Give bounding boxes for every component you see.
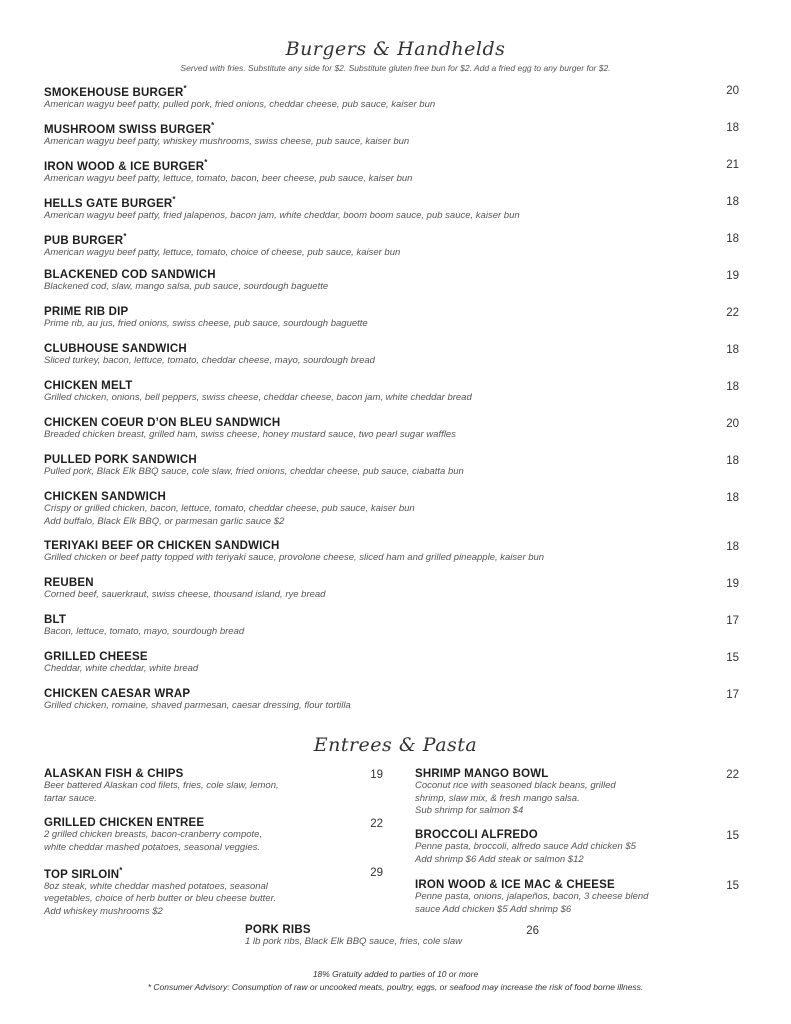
- menu-item-price: 21: [726, 159, 739, 171]
- menu-item-price: 22: [726, 307, 739, 319]
- menu-item-description: Crispy or grilled chicken, bacon, lettuce, tomato, cheddar cheese, pub sauce, kaiser bun: [44, 503, 415, 514]
- menu-item-price: 22: [370, 818, 383, 830]
- menu-item-price: 19: [726, 578, 739, 590]
- consumer-advisory: * Consumer Advisory: Consumption of raw or uncooked meats, poultry, eggs, or seafood may increase the risk of food borne illness.: [147, 982, 644, 992]
- menu-item-price: 18: [726, 492, 739, 504]
- menu-item-name-text: CHICKEN SANDWICH: [44, 491, 167, 503]
- menu-item: [44, 688, 351, 713]
- menu-item: [44, 158, 412, 185]
- menu-item-name-text: REUBEN: [44, 577, 94, 589]
- menu-item-description: white cheddar mashed potatoes, seasonal veggies.: [44, 841, 260, 853]
- menu-item-name: [44, 491, 415, 503]
- menu-item-name-text: CHICKEN MELT: [44, 380, 133, 392]
- menu-item-name-text: BROCCOLI ALFREDO: [415, 829, 538, 841]
- menu-item-price: 20: [726, 85, 739, 97]
- menu-item-price: 18: [726, 381, 739, 393]
- menu-item-name: [44, 84, 435, 99]
- menu-item-description: American wagyu beef patty, lettuce, tomato, choice of cheese, pub sauce, kaiser bun: [44, 246, 401, 258]
- menu-item-name-text: BLACKENED COD SANDWICH: [44, 269, 216, 281]
- menu-item: [44, 768, 279, 805]
- menu-item-description: Add buffalo, Black Elk BBQ, or parmesan garlic sauce $2: [44, 515, 285, 527]
- menu-item-description: vegetables, choice of herb butter or bleu cheese butter.: [44, 893, 277, 905]
- menu-item: [44, 343, 375, 368]
- menu-item: [44, 454, 464, 479]
- menu-item-description: 2 grilled chicken breasts, bacon-cranberry compote,: [44, 829, 263, 840]
- menu-item-name-text: GRILLED CHEESE: [44, 651, 148, 663]
- menu-item-description: shrimp, slaw mix, & fresh mango salsa.: [415, 792, 580, 804]
- menu-item-name: [415, 879, 648, 891]
- menu-item: [415, 768, 616, 818]
- menu-item-description: Add shrimp $6 Add steak or salmon $12: [415, 853, 584, 865]
- menu-item: [44, 232, 400, 259]
- menu-item-description: Penne pasta, onions, jalapeños, bacon, 3 cheese blend: [415, 891, 649, 902]
- menu-item-name-text: IRON WOOD & ICE BURGER: [44, 160, 205, 173]
- menu-item-description: Sliced turkey, bacon, lettuce, tomato, cheddar cheese, mayo, sourdough bread: [44, 355, 375, 366]
- menu-item-name-text: SHRIMP MANGO BOWL: [415, 768, 549, 780]
- menu-item-name-text: BLT: [44, 614, 67, 626]
- menu-item-name-text: IRON WOOD & ICE MAC & CHEESE: [415, 879, 615, 891]
- menu-item-price: 18: [726, 196, 739, 208]
- menu-item-description: 8oz steak, white cheddar mashed potatoes, seasonal: [44, 880, 268, 892]
- menu-item-name: [415, 768, 616, 780]
- menu-item-name: [44, 614, 244, 626]
- menu-item-description: American wagyu beef patty, fried jalapenos, bacon jam, white cheddar, boom boom sauce, pub sauce, kaiser bun: [44, 209, 520, 221]
- menu-item-name-text: MUSHROOM SWISS BURGER: [44, 123, 212, 136]
- menu-item: [44, 866, 276, 918]
- burgers-subtitle: Served with fries. Substitute any side for $2. Substitute gluten free bun for $2. Add a fried egg to any burger for $2.: [180, 63, 611, 73]
- menu-item-price: 18: [726, 344, 739, 356]
- menu-item-description: Grilled chicken, romaine, shaved parmesan, caesar dressing, flour tortilla: [44, 700, 351, 711]
- menu-item: [44, 306, 368, 331]
- menu-item-price: 18: [726, 233, 739, 245]
- menu-item-name: [44, 121, 409, 136]
- menu-item-price: 17: [726, 689, 739, 701]
- menu-item-price: 18: [726, 122, 739, 134]
- menu-item-name-text: CHICKEN CAESAR WRAP: [44, 688, 191, 700]
- menu-item-description: Blackened cod, slaw, mango salsa, pub sauce, sourdough baguette: [44, 281, 329, 292]
- consumer-advisory-star: *: [123, 232, 127, 241]
- gratuity-note: 18% Gratuity added to parties of 10 or more: [312, 969, 479, 979]
- menu-item-price: 18: [726, 541, 739, 553]
- menu-item: [44, 614, 244, 639]
- menu-item-price: 18: [726, 455, 739, 467]
- menu-item-name: [415, 829, 636, 841]
- menu-item-price: 22: [726, 769, 739, 781]
- menu-item-description: Penne pasta, broccoli, alfredo sauce Add chicken $5: [415, 841, 636, 852]
- menu-item-name-text: PULLED PORK SANDWICH: [44, 454, 197, 466]
- menu-item: [44, 195, 520, 222]
- menu-item: [44, 380, 472, 405]
- menu-item: [44, 577, 325, 602]
- menu-item-name: [44, 577, 325, 589]
- consumer-advisory-star: *: [204, 158, 208, 167]
- menu-item-description: American wagyu beef patty, pulled pork, fried onions, cheddar cheese, pub sauce, kaiser bun: [44, 98, 436, 110]
- menu-item-name: [44, 306, 368, 318]
- menu-item-name: [44, 380, 472, 392]
- consumer-advisory-star: *: [183, 84, 187, 93]
- consumer-advisory-star: *: [119, 866, 123, 875]
- menu-item-description: Pulled pork, Black Elk BBQ sauce, cole slaw, fried onions, cheddar cheese, pub sauce, ciabatta bun: [44, 466, 464, 477]
- menu-item-name: [44, 269, 328, 281]
- menu-item-description: tartar sauce.: [44, 792, 97, 804]
- menu-item-description: Bacon, lettuce, tomato, mayo, sourdough bread: [44, 626, 245, 637]
- menu-item-description: Beer battered Alaskan cod filets, fries, cole slaw, lemon,: [44, 780, 279, 791]
- menu-item-description: 1 lb pork ribs, Black Elk BBQ sauce, fries, cole slaw: [245, 936, 462, 947]
- menu-item: [44, 417, 456, 442]
- menu-item-name-text: ALASKAN FISH & CHIPS: [44, 768, 184, 780]
- menu-item-price: 15: [726, 830, 739, 842]
- menu-item-price: 15: [726, 880, 739, 892]
- menu-item: [415, 879, 648, 916]
- menu-item-name-text: CHICKEN COEUR D’ON BLEU SANDWICH: [44, 417, 281, 429]
- menu-item-name-text: TOP SIRLOIN: [44, 868, 120, 881]
- menu-item-price: 15: [726, 652, 739, 664]
- menu-item-name-text: SMOKEHOUSE BURGER: [44, 86, 184, 99]
- menu-item-name-text: CLUBHOUSE SANDWICH: [44, 343, 187, 355]
- menu-item-name-text: PORK RIBS: [245, 924, 311, 936]
- consumer-advisory-star: *: [172, 195, 176, 204]
- menu-item-name: [44, 232, 400, 247]
- consumer-advisory-star: *: [211, 121, 215, 130]
- menu-item-name: [44, 454, 464, 466]
- menu-item-name: [245, 924, 462, 936]
- menu-item-name: [44, 768, 279, 780]
- menu-item-description: Prime rib, au jus, fried onions, swiss cheese, pub sauce, sourdough baguette: [44, 318, 368, 329]
- menu-item-name: [44, 417, 456, 429]
- menu-item-description: Grilled chicken or beef patty topped with teriyaki sauce, provolone cheese, sliced ham and grilled pineapple, kaiser bun: [44, 552, 545, 563]
- menu-item: [44, 491, 415, 528]
- menu-item-price: 20: [726, 418, 739, 430]
- menu-item: [44, 121, 409, 148]
- menu-item-price: 29: [370, 867, 383, 879]
- menu-item: [415, 829, 636, 866]
- menu-item-name: [44, 817, 262, 829]
- menu-item-name: [44, 688, 351, 700]
- menu-item-price: 19: [726, 270, 739, 282]
- menu-item-price: 26: [526, 925, 539, 937]
- menu-item: [44, 84, 435, 111]
- menu-item: [44, 540, 544, 565]
- menu-item-description: Breaded chicken breast, grilled ham, swiss cheese, honey mustard sauce, two pearl sugar waffles: [44, 429, 456, 440]
- menu-item-price: 17: [726, 615, 739, 627]
- menu-item-name: [44, 651, 198, 663]
- menu-item-description: Grilled chicken, onions, bell peppers, swiss cheese, cheddar cheese, bacon jam, white cheddar bread: [44, 392, 472, 403]
- menu-item: [44, 817, 262, 854]
- menu-item-name-text: TERIYAKI BEEF OR CHICKEN SANDWICH: [44, 540, 280, 552]
- menu-item-description: Corned beef, sauerkraut, swiss cheese, thousand island, rye bread: [44, 589, 326, 600]
- menu-item-description: sauce Add chicken $5 Add shrimp $6: [415, 903, 572, 915]
- menu-item-name-text: PUB BURGER: [44, 234, 124, 247]
- menu-item-name-text: HELLS GATE BURGER: [44, 197, 173, 210]
- menu-item-description: Cheddar, white cheddar, white bread: [44, 663, 199, 674]
- menu-item-description: Sub shrimp for salmon $4: [415, 805, 524, 816]
- menu-item-name-text: PRIME RIB DIP: [44, 306, 129, 318]
- burgers-section-title: Burgers & Handhelds: [285, 38, 506, 60]
- menu-item-name-text: GRILLED CHICKEN ENTREE: [44, 817, 205, 829]
- menu-item: [245, 924, 462, 949]
- menu-item-name: [44, 540, 544, 552]
- menu-item: [44, 651, 198, 676]
- menu-item-description: Add whiskey mushrooms $2: [44, 905, 163, 917]
- menu-item-name: [44, 343, 375, 355]
- menu-item-description: Coconut rice with seasoned black beans, grilled: [415, 780, 616, 791]
- menu-item-price: 19: [370, 769, 383, 781]
- menu-item-description: American wagyu beef patty, whiskey mushrooms, swiss cheese, pub sauce, kaiser bun: [44, 135, 410, 147]
- menu-item-name: [44, 195, 520, 210]
- menu-item-description: American wagyu beef patty, lettuce, tomato, bacon, beer cheese, pub sauce, kaiser bun: [44, 172, 413, 184]
- menu-item-name: [44, 866, 276, 881]
- menu-item: [44, 269, 328, 294]
- entrees-section-title: Entrees & Pasta: [313, 734, 478, 756]
- menu-item-name: [44, 158, 412, 173]
